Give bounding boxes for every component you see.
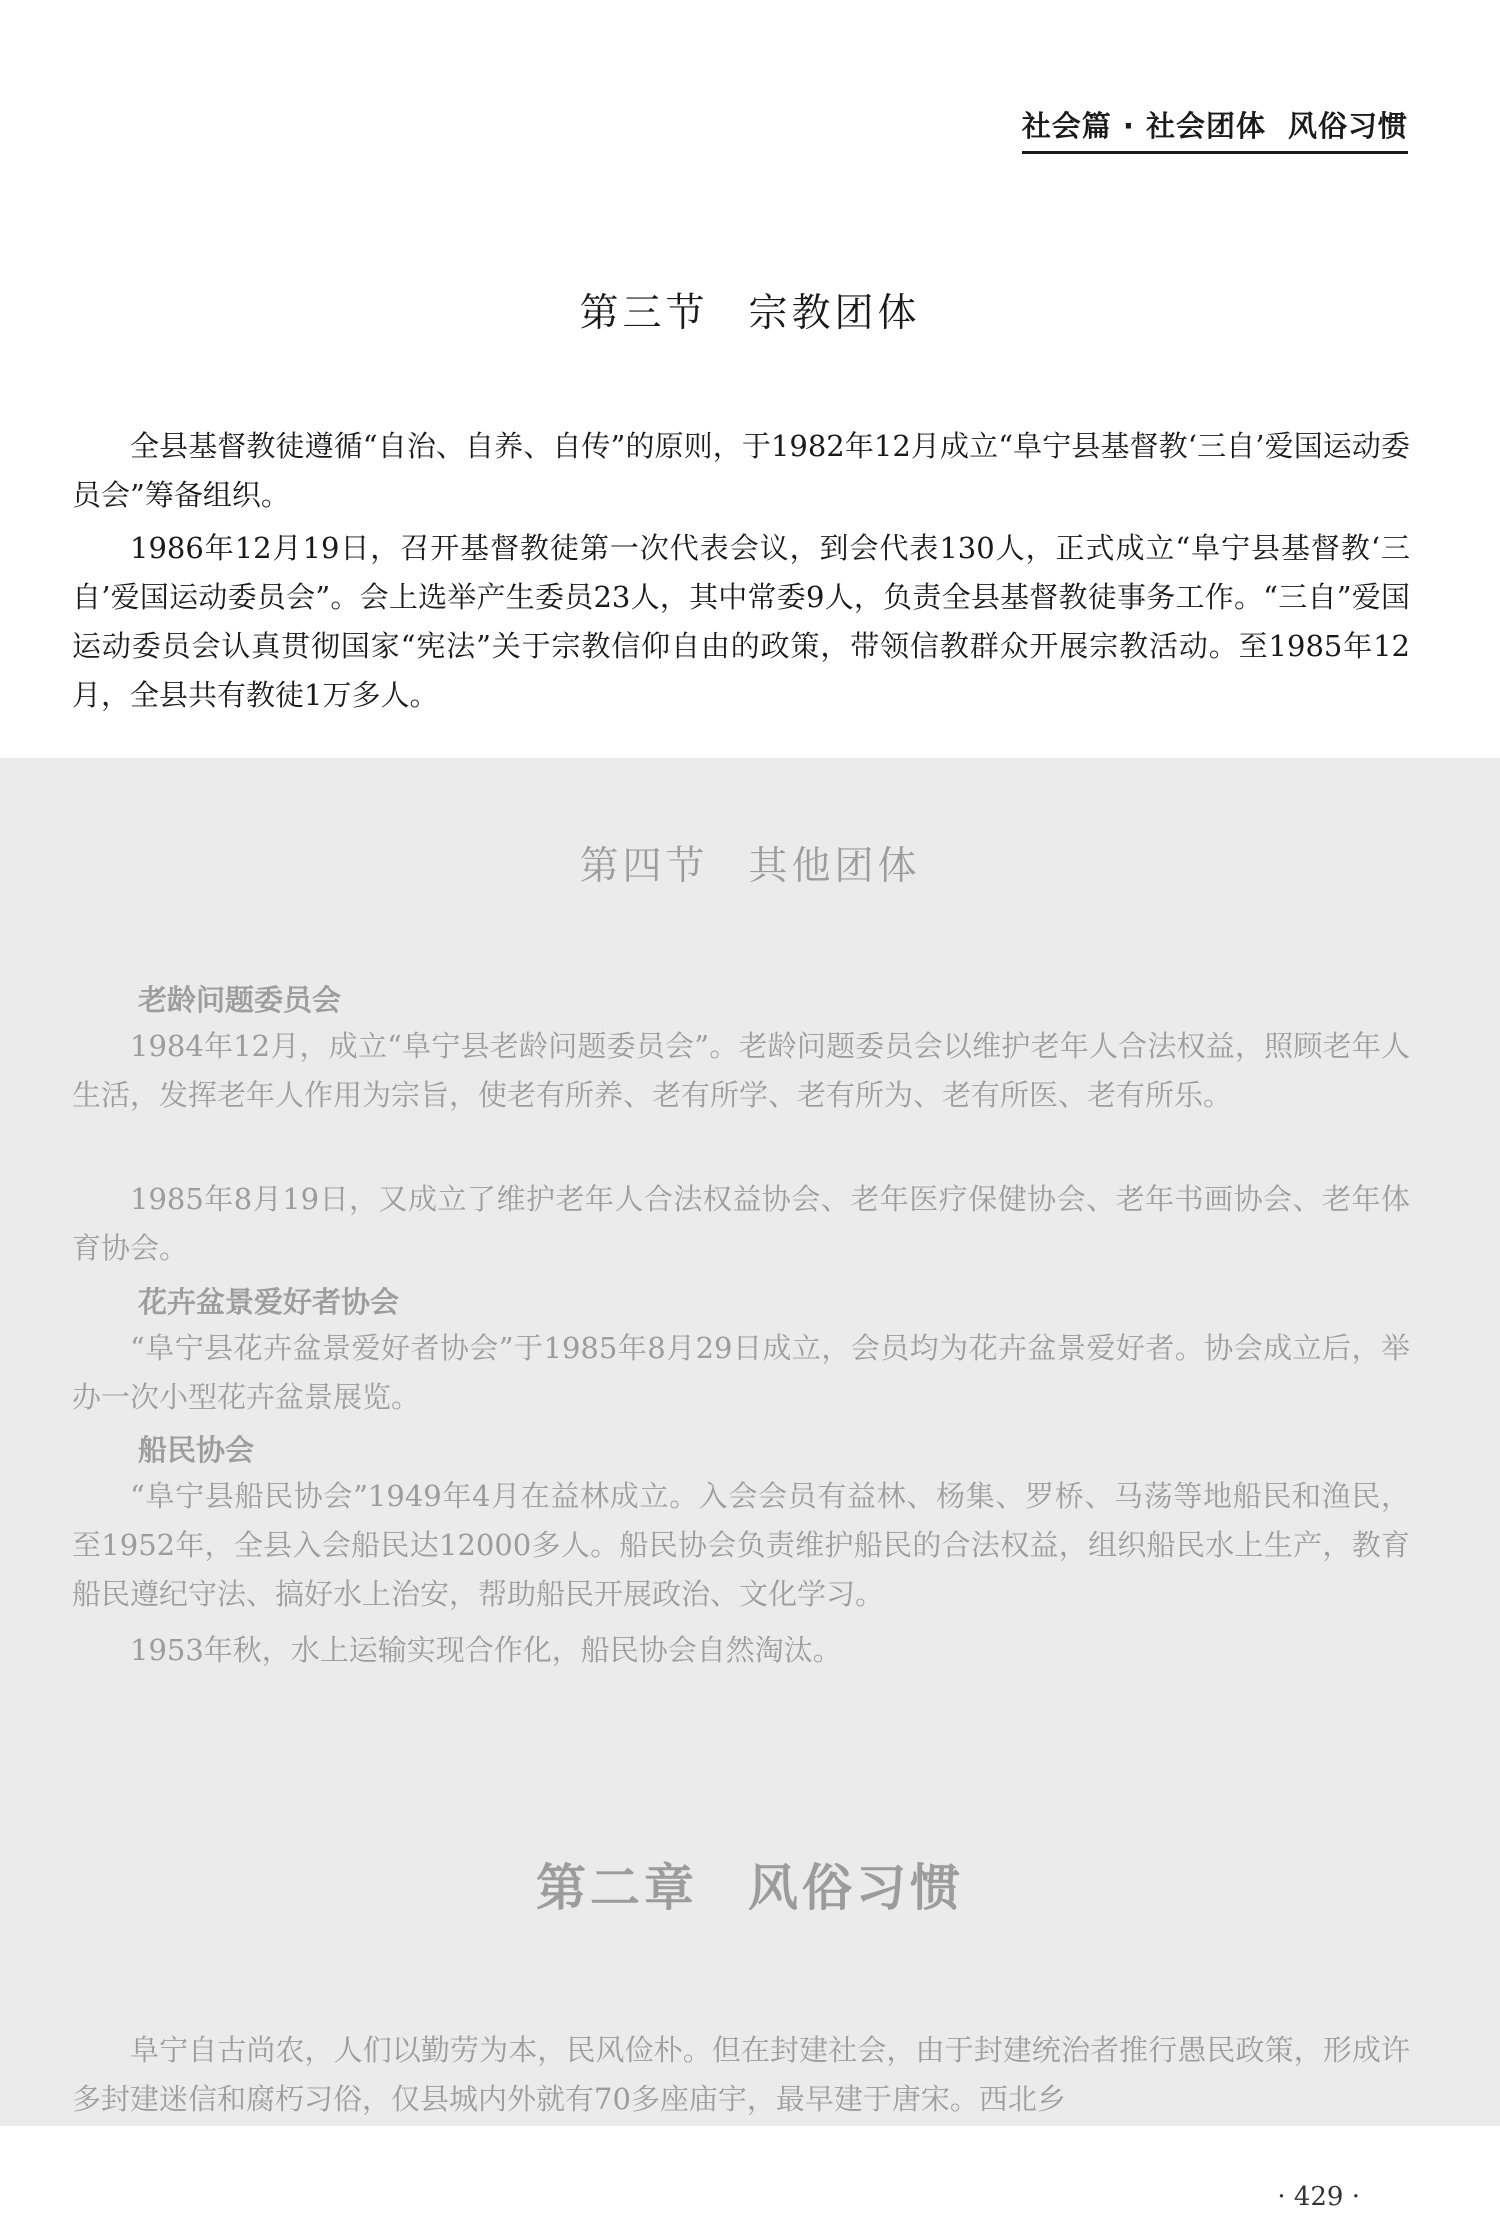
flowers-paragraph-1: “阜宁县花卉盆景爱好者协会”于1985年8月29日成立，会员均为花卉盆景爱好者。协会成立后，举办一次小型花卉盆景展览。	[72, 1331, 1410, 1414]
chapter2-title	[0, 1848, 1500, 1920]
subsection-heading-flowers: 花卉盆景爱好者协会	[138, 1285, 400, 1319]
subsection-heading-elderly: 老龄问题委员会	[138, 983, 342, 1017]
boatmen-paragraph-1: “阜宁县船民协会”1949年4月在益林成立。入会会员有益林、杨集、罗桥、马荡等地船民和渔民，至1952年，全县入会船民达12000多人。船民协会负责维护船民的合法权益，组织船民水上生产，教育船民遵纪守法、搞好水上治安，帮助船民开展政治、文化学习。	[72, 1479, 1410, 1611]
chapter2-name: 风俗习惯	[748, 1859, 964, 1917]
header-topic: 风俗习惯	[1287, 109, 1408, 143]
section3-title	[0, 282, 1500, 338]
section3-paragraph-2: 1986年12月19日，召开基督教徒第一次代表会议，到会代表130人，正式成立“阜宁县基督教‘三自’爱国运动委员会”。会上选举产生委员23人，其中常委9人，负责全县基督教徒事务工作。“三自”爱国运动委员会认真贯彻国家“宪法”关于宗教信仰自由的政策，带领信教群众开展宗教活动。至1985年12月，全县共有教徒1万多人。	[72, 531, 1410, 712]
running-header	[1022, 104, 1408, 154]
boatmen-paragraph-2: 1953年秋，水上运输实现合作化，船民协会自然淘汰。	[130, 1633, 842, 1667]
elderly-paragraph-1: 1984年12月，成立“阜宁县老龄问题委员会”。老龄问题委员会以维护老年人合法权益，照顾老年人生活，发挥老年人作用为宗旨，使老有所养、老有所学、老有所为、老有所医、老有所乐。	[72, 1029, 1410, 1112]
section3-name: 宗教团体	[748, 291, 921, 336]
subsection-heading-boatmen: 船民协会	[138, 1433, 255, 1467]
section4-title	[0, 835, 1500, 891]
header-part: 社会篇 · 社会团体	[1021, 109, 1266, 143]
section4-number: 第四节	[579, 844, 709, 889]
chapter2-number: 第二章	[536, 1859, 698, 1917]
page-number: · 429 ·	[1277, 2182, 1360, 2212]
section3-number: 第三节	[579, 291, 709, 336]
section3-paragraph-1: 全县基督教徒遵循“自治、自养、自传”的原则，于1982年12月成立“阜宁县基督教‘三自’爱国运动委员会”筹备组织。	[72, 429, 1410, 512]
section4-name: 其他团体	[748, 844, 921, 889]
elderly-paragraph-2: 1985年8月19日，又成立了维护老年人合法权益协会、老年医疗保健协会、老年书画协会、老年体育协会。	[72, 1182, 1410, 1265]
chapter2-paragraph-1: 阜宁自古尚农，人们以勤劳为本，民风俭朴。但在封建社会，由于封建统治者推行愚民政策，形成许多封建迷信和腐朽习俗，仅县城内外就有70多座庙宇，最早建于唐宋。西北乡	[72, 2033, 1410, 2116]
